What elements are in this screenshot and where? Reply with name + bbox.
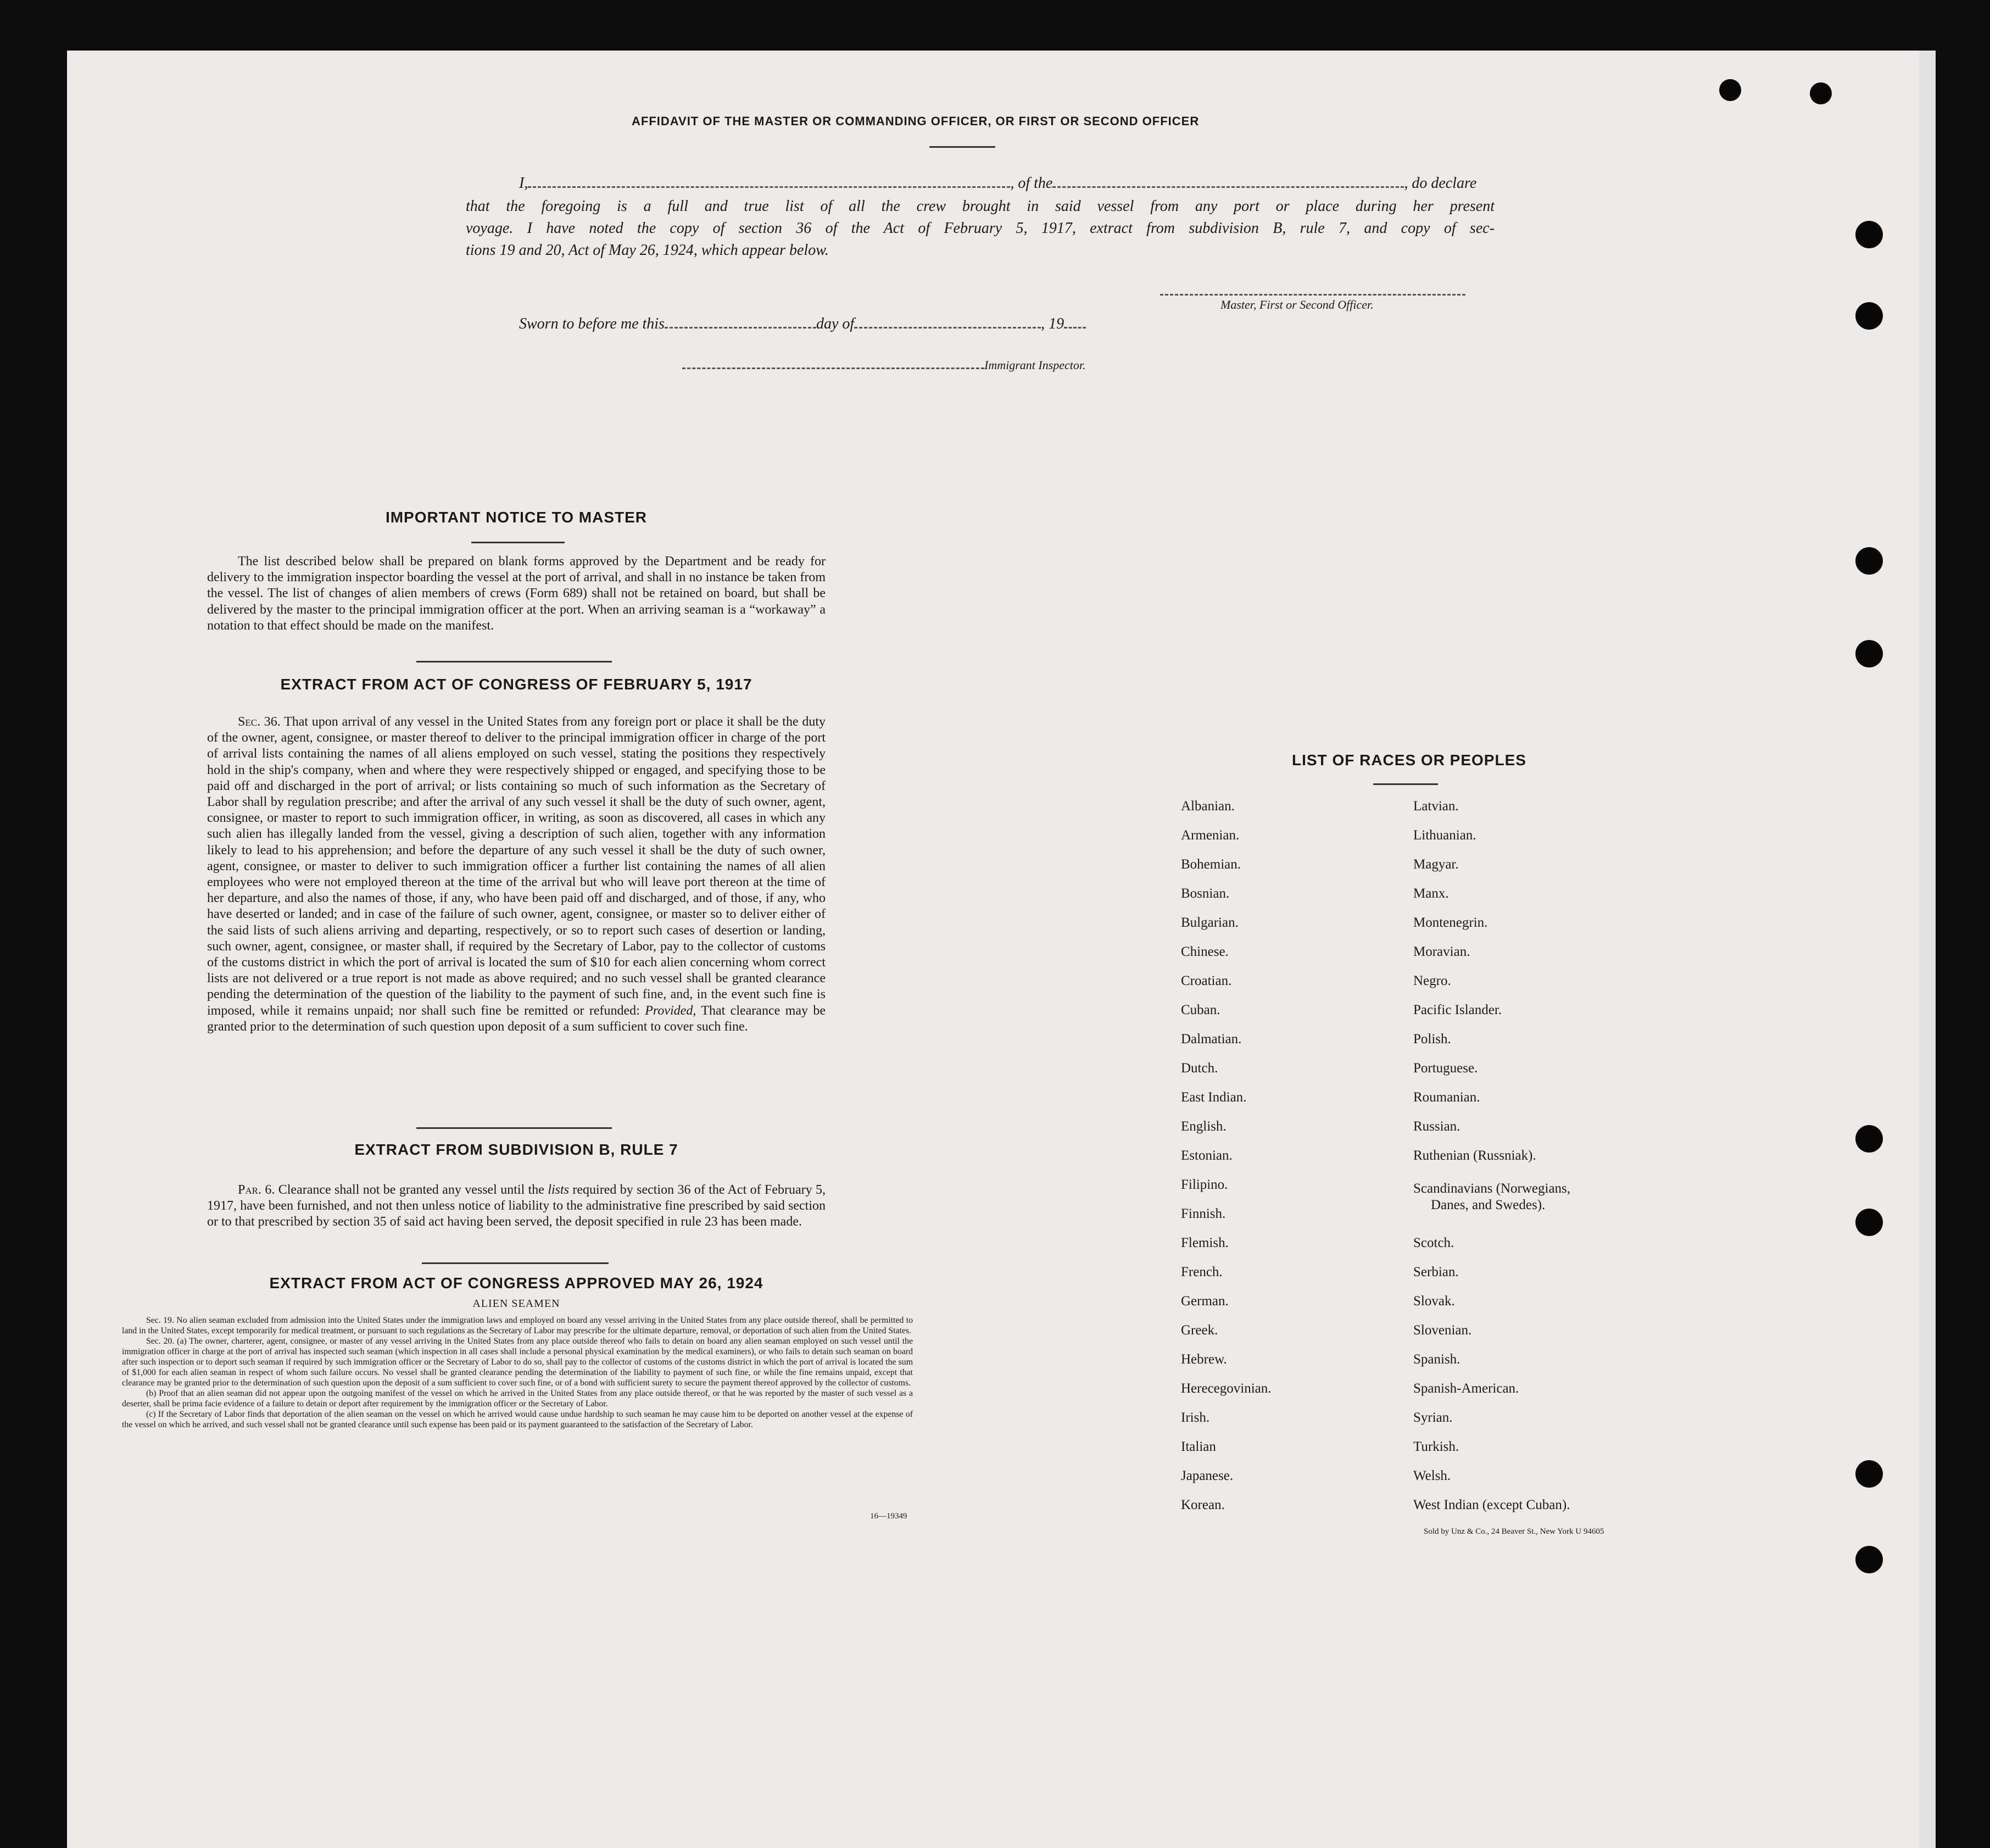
par-6-body-b: required by section 36 of the Act of February 5, 1917, have been furnished, and not then unless notice of liability to the administrative fine prescribed by said section or to that prescribed by section 35 of said act having been served, the deposit specified in rule 23 has been made. (207, 1183, 826, 1229)
lists-word: lists (548, 1183, 570, 1197)
race-item: Polish. (1413, 1032, 1451, 1047)
extract-1917-text (207, 714, 826, 1035)
race-item: Scandinavians (Norwegians, (1413, 1181, 1571, 1196)
race-item: Pacific Islander. (1413, 1003, 1502, 1017)
affidavit-of-label: , of the (1010, 175, 1053, 192)
section-divider (416, 661, 612, 663)
race-item: Serbian. (1413, 1265, 1459, 1279)
sec-36-body-end: That clearance may be granted prior to the determination of such question upon deposit of a sum sufficient to cover such fine. (207, 1003, 826, 1034)
par-6-label: Par. 6. (238, 1183, 275, 1197)
par-6-body-a: Clearance shall not be granted any vessel until the (278, 1183, 544, 1197)
race-item: Cuban. (1181, 1003, 1220, 1017)
punch-hole (1855, 1460, 1883, 1488)
page-edge-strip (1919, 51, 1936, 1848)
sec-19-text: Sec. 19. No alien seaman excluded from admission into the United States under the immigration laws and employed on board any vessel arriving in the United States from any place outside thereof, shall be permitted to land in the United States, except temporarily for medical treatment, or pursuant to such regulations as the Secretary of Labor may prescribe for the ultimate departure, removal, or deportation of such alien from the United States. (122, 1316, 913, 1335)
race-item: Chinese. (1181, 944, 1229, 959)
printer-imprint: Sold by Unz & Co., 24 Beaver St., New York U 94605 (1424, 1527, 1604, 1536)
form-number: 16—19349 (870, 1512, 907, 1521)
affidavit-text-line4: tions 19 and 20, Act of May 26, 1924, which appear below. (466, 242, 829, 259)
race-item: French. (1181, 1265, 1223, 1279)
race-item: Lithuanian. (1413, 828, 1476, 843)
vessel-name-field[interactable] (1052, 182, 1404, 188)
notice-title-rule (471, 542, 565, 543)
punch-hole (1855, 547, 1883, 575)
sworn-label: Sworn to before me this (519, 315, 665, 332)
title-rule (929, 146, 995, 148)
sec-36-label: Sec. 36. (238, 715, 281, 729)
sworn-line (519, 315, 1086, 333)
race-item: English. (1181, 1119, 1227, 1134)
punch-hole (1810, 82, 1832, 104)
race-item: Magyar. (1413, 857, 1459, 872)
race-item: Filipino. (1181, 1177, 1228, 1192)
race-item: West Indian (except Cuban). (1413, 1498, 1570, 1512)
race-item: Scotch. (1413, 1235, 1454, 1250)
punch-hole (1855, 640, 1883, 667)
race-item: Manx. (1413, 886, 1449, 901)
race-item: Negro. (1413, 973, 1451, 988)
rule-7-text (207, 1182, 826, 1231)
affidavit-declaration-line (519, 175, 1495, 192)
section-divider (422, 1262, 609, 1264)
race-item-continuation: Danes, and Swedes). (1431, 1198, 1546, 1212)
day-of-label: day of (816, 315, 855, 332)
race-item: Spanish. (1413, 1352, 1461, 1367)
sworn-day-field[interactable] (665, 322, 816, 329)
race-item: Slovak. (1413, 1294, 1455, 1309)
race-item: Portuguese. (1413, 1061, 1478, 1076)
extract-1924-title: EXTRACT FROM ACT OF CONGRESS APPROVED MAY 26, 1924 (269, 1274, 763, 1292)
race-item: Dalmatian. (1181, 1032, 1242, 1047)
affidavit-i-label: I, (519, 175, 528, 192)
sec-36-body: That upon arrival of any vessel in the United States from any foreign port or place it shall be the duty of the owner, agent, consignee, or master thereof to deliver to the principal immigration officer in charge of the port of arrival lists containing the names of all aliens employed on such vessel, stating the positions they respectively hold in the ship's company, when and where they were respectively shipped or engaged, and specifying those to be paid off and discharged in the port of arrival; or lists containing so much of such information as the Secretary of Labor shall by regulation prescribe; and after the arrival of any such vessel it shall be the duty of such owner, agent, consignee, or master to report to such immigration officer, in writing, as soon as discovered, all cases in which any such alien has illegally landed from the vessel, giving a description of such alien, together with any information likely to lead to his apprehension; and before the departure of any such vessel it shall be the duty of such owner, agent, consignee, or master to deliver to such immigration officer a further list containing the names of all alien employees who were not employed thereon at the time of the arrival but who will leave port thereon at the time of her departure, and also the names of those, if any, who have been paid off and discharged, and of those, if any, who have deserted or landed; and in case of the failure of such owner, agent, consignee, or master so to deliver either of the said lists of such aliens arriving and departing, respectively, or so to report such cases of desertion or landing, such owner, agent, consignee, or master shall, if required by the Secretary of Labor, pay to the collector of customs of the customs district in which the port of arrival is located the sum of $10 for each alien concerning whom correct lists are not delivered or a true report is not made as above required; and no such vessel shall be granted clearance pending the determination of the question of the liability to the payment of such fine, and, in the event such fine is imposed, while it remains unpaid; nor shall such fine be remitted or refunded: (207, 715, 826, 1018)
year-label: , 19 (1041, 315, 1064, 332)
punch-hole (1855, 221, 1883, 248)
affidavit-text-line3: voyage. I have noted the copy of section 36 of the Act of February 5, 1917, extract from subdivision B, rule 7, and copy of sec- (466, 220, 1495, 237)
notice-title: IMPORTANT NOTICE TO MASTER (385, 509, 648, 526)
races-title: LIST OF RACES OR PEOPLES (1292, 752, 1526, 769)
race-item: Syrian. (1413, 1410, 1453, 1425)
race-item: Bosnian. (1181, 886, 1230, 901)
race-item: Bulgarian. (1181, 915, 1239, 930)
rule-7-title: EXTRACT FROM SUBDIVISION B, RULE 7 (354, 1141, 678, 1158)
alien-seamen-subtitle: ALIEN SEAMEN (472, 1298, 560, 1310)
sec-20b-text: (b) Proof that an alien seaman did not appear upon the outgoing manifest of the vessel on which he arrived in the United States from any place outside thereof, or that he was reported by the master of such vessel as a deserter, shall be prima facie evidence of a failure to detain or deport after requirement by the immigration officer or the Secretary of Labor. (122, 1389, 913, 1409)
race-item: Moravian. (1413, 944, 1470, 959)
sec-20a-text: Sec. 20. (a) The owner, charterer, agent, consignee, or master of any vessel arriving in the United States from any place outside thereof who fails to detain on board any alien seaman employed on such vessel until the immigration officer in charge at the port of arrival has inspected such seaman (which inspection in all cases shall include a personal physical examination by the medical examiners), or who fails to detain such seaman on board after such inspection or to deport such seaman if required by such immigration officer or the Secretary of Labor to do so, shall pay to the collector of customs of the customs district in which the port of arrival is located the sum of $1,000 for each alien seaman in respect of whom such failure occurs. No vessel shall be granted clearance pending the determination of the liability to payment of such fine, or while the fine remains unpaid, except that clearance may be granted prior to the determination of such question upon the deposit of a sum sufficient to cover such fine, or of a bond with sufficient surety to secure the payment thereof approved by the collector of customs. (122, 1337, 913, 1388)
race-item: Greek. (1181, 1323, 1218, 1338)
race-item: Flemish. (1181, 1235, 1229, 1250)
race-item: Turkish. (1413, 1439, 1459, 1454)
race-item: Ruthenian (Russniak). (1413, 1148, 1536, 1163)
punch-hole (1855, 1125, 1883, 1153)
race-item: Dutch. (1181, 1061, 1218, 1076)
race-item: East Indian. (1181, 1090, 1247, 1105)
race-item: Herecegovinian. (1181, 1381, 1272, 1396)
inspector-line (682, 358, 1086, 372)
race-item: Irish. (1181, 1410, 1210, 1425)
race-item: Spanish-American. (1413, 1381, 1519, 1396)
race-item: Croatian. (1181, 973, 1232, 988)
inspector-signature-field[interactable] (682, 363, 984, 369)
race-item: Estonian. (1181, 1148, 1233, 1163)
races-title-rule (1373, 783, 1438, 785)
race-item: Latvian. (1413, 799, 1459, 814)
race-item: Albanian. (1181, 799, 1235, 814)
race-item: Slovenian. (1413, 1323, 1472, 1338)
master-signature-label: Master, First or Second Officer. (1220, 298, 1374, 311)
extract-1924-text (122, 1315, 913, 1430)
race-item: Japanese. (1181, 1468, 1234, 1483)
affidavit-text-line2: that the foregoing is a full and true list of all the crew brought in said vessel from any port or place during her present (466, 198, 1495, 215)
section-divider (416, 1127, 612, 1129)
race-item: Montenegrin. (1413, 915, 1488, 930)
race-item: Armenian. (1181, 828, 1240, 843)
master-signature-line[interactable] (1160, 294, 1465, 296)
affidavit-declare-label: , do declare (1404, 175, 1477, 192)
race-item: Welsh. (1413, 1468, 1451, 1483)
provided-label: Provided, (645, 1003, 696, 1018)
race-item: Roumanian. (1413, 1090, 1480, 1105)
notice-text: The list described below shall be prepared on blank forms approved by the Department and be ready for delivery to the immigration inspector boarding the vessel at the port of arrival, and shall in no instance be taken from the vessel. The list of changes of alien members of crews (Form 689) shall not be retained on board, but shall be delivered by the master to the principal immigration officer at the port. When an arriving seaman is a “workaway” a notation to that effect should be made on the manifest. (207, 554, 826, 633)
race-item: Russian. (1413, 1119, 1461, 1134)
race-item: Italian (1181, 1439, 1216, 1454)
affidavit-title: AFFIDAVIT OF THE MASTER OR COMMANDING OFFICER, OR FIRST OR SECOND OFFICER (632, 114, 1200, 128)
extract-1917-title: EXTRACT FROM ACT OF CONGRESS OF FEBRUARY 5, 1917 (280, 676, 752, 693)
punch-hole (1855, 1546, 1883, 1573)
punch-hole (1855, 302, 1883, 330)
inspector-label: Immigrant Inspector. (984, 358, 1086, 372)
punch-hole (1719, 79, 1741, 101)
punch-hole (1855, 1209, 1883, 1236)
master-name-field[interactable] (528, 182, 1010, 188)
sworn-month-field[interactable] (854, 322, 1041, 329)
sec-20c-text: (c) If the Secretary of Labor finds that deportation of the alien seaman on the vessel on which he arrived would cause undue hardship to such seaman he may cause him to be deported on another vessel at the expense of the vessel on which he arrived, and such vessel shall not be granted clearance until such expense has been paid or its payment guaranteed to the satisfaction of the Secretary of Labor. (122, 1410, 913, 1429)
race-item: Korean. (1181, 1498, 1225, 1512)
race-item: Bohemian. (1181, 857, 1241, 872)
sworn-year-field[interactable] (1064, 322, 1086, 329)
race-item: German. (1181, 1294, 1229, 1309)
race-item: Finnish. (1181, 1206, 1226, 1221)
race-item: Hebrew. (1181, 1352, 1227, 1367)
